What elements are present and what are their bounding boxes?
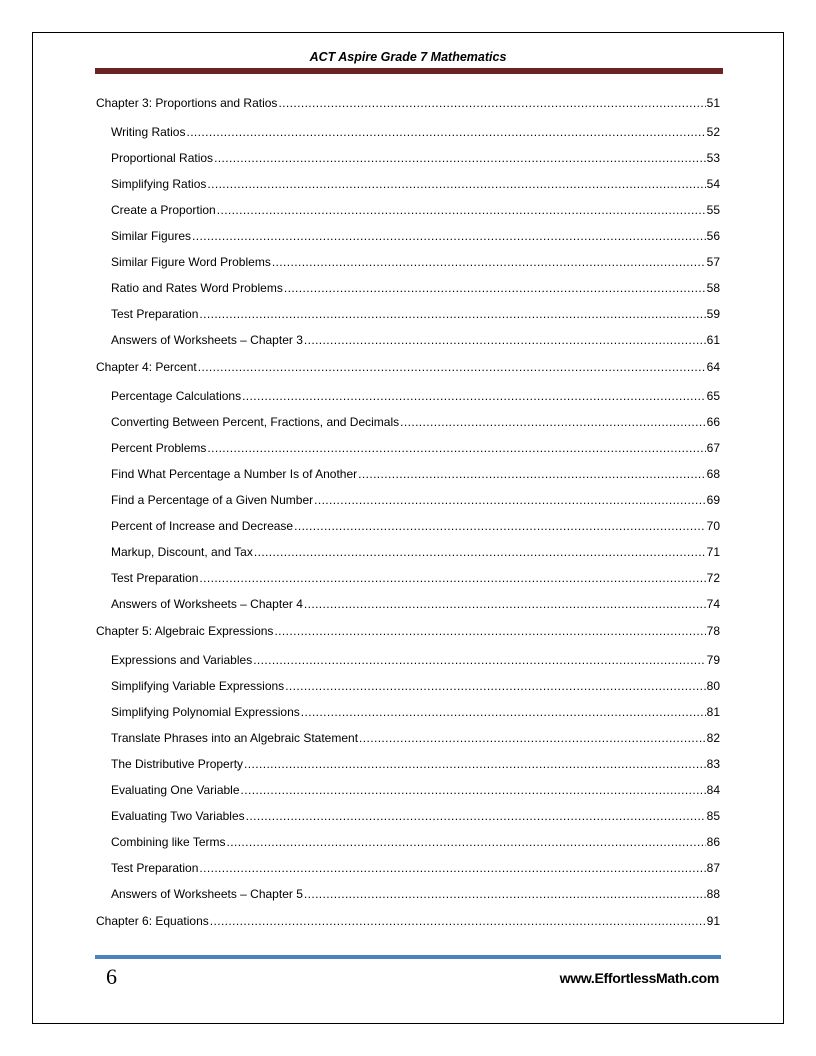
toc-entry-page: 78 xyxy=(706,624,720,638)
toc-entry-page: 52 xyxy=(706,125,720,139)
toc-section-entry[interactable] xyxy=(96,834,720,860)
toc-entry-page: 84 xyxy=(706,783,720,797)
toc-entry-title: Similar Figure Word Problems xyxy=(111,255,271,269)
toc-entry-title: Writing Ratios xyxy=(111,125,186,139)
toc-dot-leader xyxy=(359,730,706,746)
toc-chapter-entry[interactable] xyxy=(96,623,720,652)
toc-section-entry[interactable] xyxy=(96,150,720,176)
toc-dot-leader xyxy=(207,440,705,456)
toc-section-entry[interactable] xyxy=(96,596,720,622)
toc-chapter-entry[interactable] xyxy=(96,913,720,929)
toc-section-entry[interactable] xyxy=(96,388,720,414)
toc-dot-leader xyxy=(285,678,705,694)
toc-entry-page: 54 xyxy=(706,177,720,191)
toc-section-entry[interactable] xyxy=(96,492,720,518)
toc-section-entry[interactable] xyxy=(96,466,720,492)
toc-section-entry[interactable] xyxy=(96,228,720,254)
toc-section-entry[interactable] xyxy=(96,280,720,306)
toc-entry-title: Converting Between Percent, Fractions, and Decimals xyxy=(111,415,400,429)
toc-entry-title: Answers of Worksheets – Chapter 4 xyxy=(111,597,303,611)
toc-section-entry[interactable] xyxy=(96,544,720,570)
toc-entry-page: 91 xyxy=(706,914,720,928)
toc-entry-title: Percent Problems xyxy=(111,441,207,455)
toc-section-entry[interactable] xyxy=(96,808,720,834)
toc-dot-leader xyxy=(274,623,705,639)
toc-entry-page: 88 xyxy=(706,887,720,901)
toc-dot-leader xyxy=(358,466,706,482)
toc-dot-leader xyxy=(210,913,706,929)
toc-entry-title: Simplifying Polynomial Expressions xyxy=(111,705,300,719)
toc-entry-page: 56 xyxy=(706,229,720,243)
toc-entry-page: 79 xyxy=(706,653,720,667)
toc-entry-page: 87 xyxy=(706,861,720,875)
toc-entry-page: 53 xyxy=(706,151,720,165)
toc-section-entry[interactable] xyxy=(96,124,720,150)
toc-entry-title: Similar Figures xyxy=(111,229,192,243)
toc-entry-page: 57 xyxy=(706,255,720,269)
toc-entry-title: Test Preparation xyxy=(111,307,199,321)
toc-entry-title: Chapter 5: Algebraic Expressions xyxy=(96,624,274,638)
toc-section-entry[interactable] xyxy=(96,414,720,440)
toc-section-entry[interactable] xyxy=(96,730,720,756)
toc-dot-leader xyxy=(253,652,705,668)
toc-dot-leader xyxy=(304,886,706,902)
toc-dot-leader xyxy=(227,834,706,850)
toc-section-entry[interactable] xyxy=(96,176,720,202)
toc-dot-leader xyxy=(198,359,706,375)
toc-entry-page: 85 xyxy=(706,809,720,823)
toc-dot-leader xyxy=(241,782,706,798)
toc-dot-leader xyxy=(242,388,706,404)
toc-dot-leader xyxy=(278,95,705,111)
toc-entry-page: 55 xyxy=(706,203,720,217)
header-rule xyxy=(95,68,723,74)
toc-chapter-entry[interactable] xyxy=(96,359,720,388)
toc-dot-leader xyxy=(314,492,706,508)
toc-entry-page: 81 xyxy=(706,705,720,719)
toc-entry-page: 64 xyxy=(706,360,720,374)
toc-dot-leader xyxy=(246,808,706,824)
toc-entry-title: Percent of Increase and Decrease xyxy=(111,519,294,533)
toc-section-entry[interactable] xyxy=(96,306,720,332)
toc-entry-title: Test Preparation xyxy=(111,571,199,585)
toc-entry-title: Simplifying Ratios xyxy=(111,177,207,191)
toc-entry-page: 67 xyxy=(706,441,720,455)
toc-entry-title: Simplifying Variable Expressions xyxy=(111,679,285,693)
toc-entry-page: 74 xyxy=(706,597,720,611)
toc-section-entry[interactable] xyxy=(96,756,720,782)
toc-section-entry[interactable] xyxy=(96,678,720,704)
toc-entry-title: Answers of Worksheets – Chapter 5 xyxy=(111,887,303,901)
toc-dot-leader xyxy=(217,202,706,218)
toc-section-entry[interactable] xyxy=(96,518,720,544)
toc-entry-page: 86 xyxy=(706,835,720,849)
toc-section-entry[interactable] xyxy=(96,440,720,466)
toc-entry-title: Find What Percentage a Number Is of Another xyxy=(111,467,358,481)
toc-dot-leader xyxy=(192,228,706,244)
toc-dot-leader xyxy=(254,544,706,560)
toc-entry-page: 51 xyxy=(706,96,720,110)
toc-section-entry[interactable] xyxy=(96,570,720,596)
page-number: 6 xyxy=(106,964,117,989)
toc-entry-page: 71 xyxy=(706,545,720,559)
toc-entry-title: Chapter 4: Percent xyxy=(96,360,197,374)
toc-entry-title: Proportional Ratios xyxy=(111,151,214,165)
toc-entry-title: Expressions and Variables xyxy=(111,653,253,667)
toc-dot-leader xyxy=(207,176,705,192)
toc-dot-leader xyxy=(304,596,706,612)
toc-entry-page: 59 xyxy=(706,307,720,321)
toc-entry-page: 82 xyxy=(706,731,720,745)
toc-section-entry[interactable] xyxy=(96,782,720,808)
toc-section-entry[interactable] xyxy=(96,332,720,358)
toc-entry-page: 70 xyxy=(706,519,720,533)
toc-dot-leader xyxy=(294,518,706,534)
toc-section-entry[interactable] xyxy=(96,860,720,886)
toc-section-entry[interactable] xyxy=(96,652,720,678)
footer-website: www.EffortlessMath.com xyxy=(559,970,719,986)
toc-entry-page: 58 xyxy=(706,281,720,295)
toc-entry-title: Answers of Worksheets – Chapter 3 xyxy=(111,333,303,347)
toc-entry-title: The Distributive Property xyxy=(111,757,244,771)
toc-dot-leader xyxy=(284,280,706,296)
toc-section-entry[interactable] xyxy=(96,704,720,730)
toc-entry-title: Evaluating Two Variables xyxy=(111,809,245,823)
header-title: ACT Aspire Grade 7 Mathematics xyxy=(309,50,507,64)
toc-dot-leader xyxy=(199,570,705,586)
toc-entry-page: 69 xyxy=(706,493,720,507)
toc-entry-title: Chapter 6: Equations xyxy=(96,914,209,928)
toc-dot-leader xyxy=(214,150,706,166)
toc-entry-title: Evaluating One Variable xyxy=(111,783,240,797)
toc-entry-page: 72 xyxy=(706,571,720,585)
toc-entry-title: Combining like Terms xyxy=(111,835,226,849)
toc-entry-title: Find a Percentage of a Given Number xyxy=(111,493,314,507)
toc-entry-title: Create a Proportion xyxy=(111,203,216,217)
toc-chapter-entry[interactable] xyxy=(96,95,720,124)
toc-entry-page: 83 xyxy=(706,757,720,771)
table-of-contents xyxy=(96,95,720,929)
footer-rule xyxy=(95,955,721,959)
toc-dot-leader xyxy=(199,306,705,322)
toc-entry-title: Percentage Calculations xyxy=(111,389,242,403)
toc-dot-leader xyxy=(400,414,706,430)
toc-section-entry[interactable] xyxy=(96,202,720,228)
toc-dot-leader xyxy=(186,124,705,140)
toc-section-entry[interactable] xyxy=(96,886,720,912)
toc-dot-leader xyxy=(272,254,706,270)
toc-dot-leader xyxy=(199,860,705,876)
toc-entry-page: 80 xyxy=(706,679,720,693)
toc-entry-page: 61 xyxy=(706,333,720,347)
toc-entry-title: Test Preparation xyxy=(111,861,199,875)
toc-dot-leader xyxy=(301,704,706,720)
toc-dot-leader xyxy=(244,756,706,772)
toc-section-entry[interactable] xyxy=(96,254,720,280)
toc-entry-page: 68 xyxy=(706,467,720,481)
toc-entry-title: Chapter 3: Proportions and Ratios xyxy=(96,96,278,110)
toc-entry-title: Ratio and Rates Word Problems xyxy=(111,281,283,295)
toc-entry-page: 65 xyxy=(706,389,720,403)
toc-entry-page: 66 xyxy=(706,415,720,429)
toc-entry-title: Markup, Discount, and Tax xyxy=(111,545,253,559)
toc-dot-leader xyxy=(304,332,706,348)
toc-entry-title: Translate Phrases into an Algebraic Statement xyxy=(111,731,359,745)
